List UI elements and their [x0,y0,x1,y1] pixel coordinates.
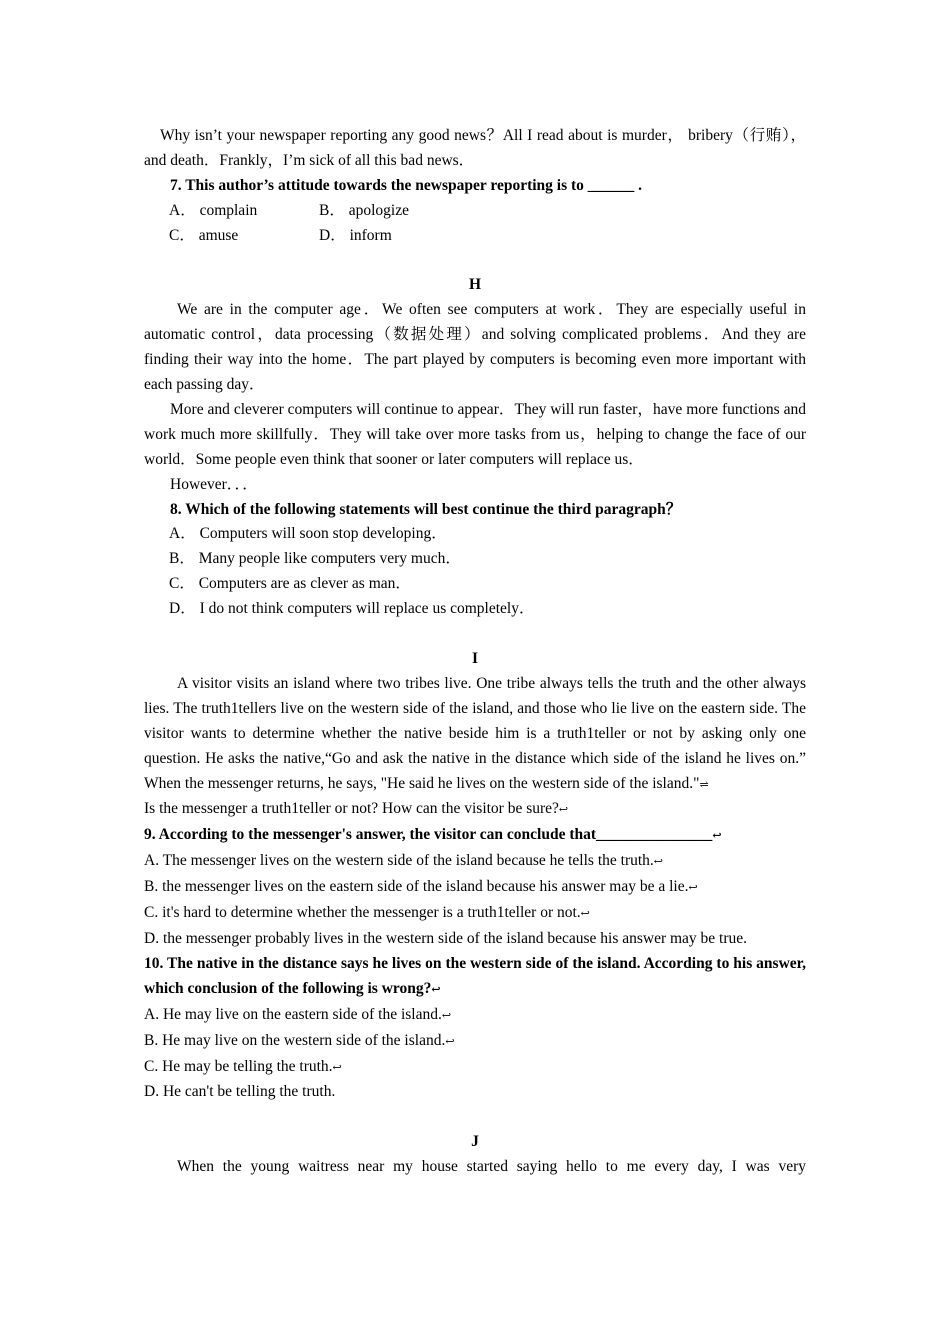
q7-option-a: A． complain [169,201,258,219]
paragraph-mark-icon: ↩ [580,908,590,921]
paragraph-mark-icon: ↩ [431,983,441,996]
section-j-title: J [471,1133,479,1151]
paragraph-mark-icon: ↩ [332,1061,342,1074]
question-7 [144,174,806,199]
passage-j-paragraph-1: When the young waitress near my house started saying hello to me every day, I was very [177,1158,806,1176]
question-10 [144,952,806,1003]
q9-option-b [144,875,806,901]
paragraph-mark-icon: ↩ [653,856,664,869]
q8-option-a: A． Computers will soon stop developing． [169,525,447,543]
question-9 [144,823,806,849]
q8-option-b: B． Many people like computers very much． [169,550,461,568]
q7-option-b: B． apologize [319,201,409,219]
q7-option-c: C． amuse [169,226,239,244]
section-i-title: I [471,650,479,667]
passage-i-paragraph-2 [144,797,806,823]
paragraph-mark-icon: ↩ [688,882,698,895]
q8-option-c: C． Computers are as clever as man． [169,575,411,593]
section-h-title: H [468,276,482,294]
q10-option-b-text: B. He may live on the western side of the island. [144,1031,446,1049]
passage-g-text: Why isn’t your newspaper reporting any good news？All I read about is murder， bribery（行贿），and death．Frankly，I’m sick of all this bad news． [144,127,806,169]
passage-h-paragraph-2: More and cleverer computers will continue to appear．They will run faster，have more functions and work much more skillfully．They will take over more tasks from us，helping to change the face of our world．Some people even think that sooner or later computers will replace us． [144,400,806,468]
q10-option-c [144,1055,806,1081]
question-8: 8. Which of the following statements will best continue the third paragraph？ [170,500,682,518]
passage-i-paragraph-1-text: A visitor visits an island where two tribes live. One tribe always tells the truth and the other always lies. The truth1tellers live on the western side of the island, and those who lie live on the eastern side. The visitor wants to determine whether the native beside him is a truth1teller or not by asking only one question. He asks the native,“Go and ask the native in the distance which side of the island he lives on.” When the messenger returns, he says, "He said he lives on the western side of the island." [144,674,806,792]
paragraph-mark-icon: ↩ [441,1009,452,1022]
passage-i-paragraph-2-text: Is the messenger a truth1teller or not? How can the visitor be sure? [144,800,559,818]
q9-option-a-text: A. The messenger lives on the western side of the island because he tells the truth. [144,852,654,870]
q7-options-row-2 [144,224,806,249]
q9-option-b-text: B. the messenger lives on the eastern side of the island because his answer may be a lie. [144,878,689,896]
question-9-text: 9. According to the messenger's answer, the visitor can conclude that_______________ [144,826,713,844]
q10-option-a-text: A. He may live on the eastern side of the island. [144,1005,442,1023]
q7-option-d: D． inform [319,226,392,244]
passage-i-paragraph-1 [144,672,806,798]
q10-option-d: D. He can't be telling the truth. [144,1083,336,1101]
document-page [144,124,806,1180]
q10-option-c-text: C. He may be telling the truth. [144,1057,333,1075]
q9-option-c-text: C. it's hard to determine whether the messenger is a truth1teller or not. [144,904,581,922]
passage-h-paragraph-1: We are in the computer age．We often see computers at work．They are especially useful in automatic control，data processing（数据处理）and solving complicated problems．And they are finding their way into the home．The part played by computers is becoming even more important with each passing day． [144,301,806,394]
q10-option-b [144,1029,806,1055]
q8-option-d: D． I do not think computers will replace us completely． [169,600,535,618]
question-7-text: 7. This author’s attitude towards the newspaper reporting is to ______ . [170,176,643,194]
q9-option-a [144,849,806,875]
q9-option-c [144,901,806,927]
paragraph-mark-icon: ↩ [445,1035,455,1048]
q10-option-a [144,1003,806,1029]
paragraph-mark-icon: ⇌ [699,778,709,791]
paragraph-mark-icon: ↩ [558,804,569,817]
q7-options-row-1 [144,199,806,224]
paragraph-mark-icon: ↩ [712,830,722,843]
question-10-text: 10. The native in the distance says he lives on the western side of the island. According to his answer, which conclusion of the following is wrong? [144,954,806,997]
q9-option-d: D. the messenger probably lives in the western side of the island because his answer may be true. [144,929,748,947]
passage-h-paragraph-3: However．．． [170,475,258,493]
